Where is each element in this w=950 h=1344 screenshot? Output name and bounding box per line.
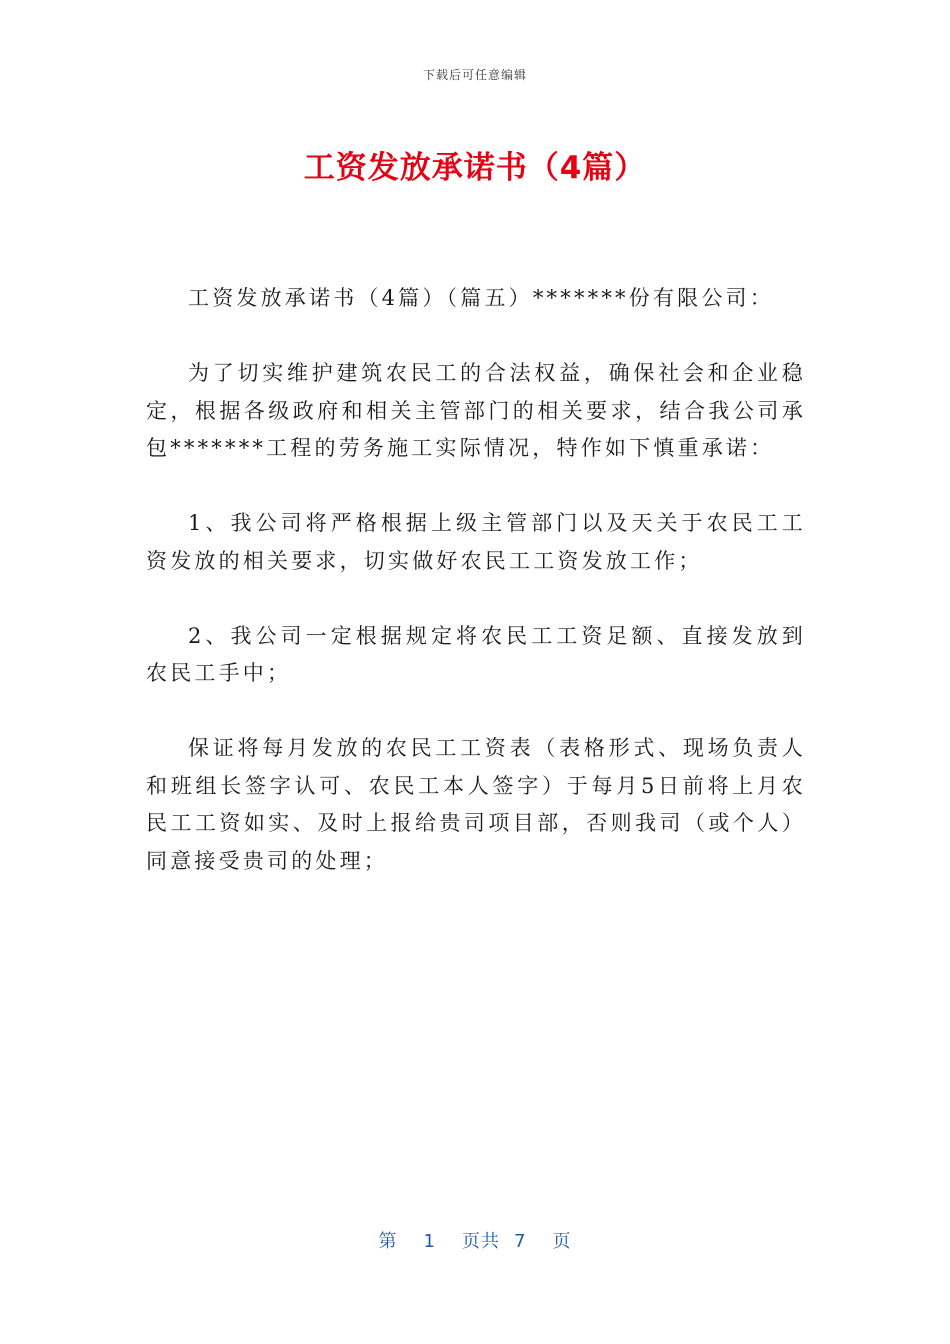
paragraph-salutation: 工资发放承诺书（4篇）（篇五）*******份有限公司： [188, 286, 774, 310]
paragraph-item-1: 1、我公司将严格根据上级主管部门以及天关于农民工工资发放的相关要求，切实做好农民工工资发放工作； [146, 511, 806, 573]
paragraph-guarantee: 保证将每月发放的农民工工资表（表格形式、现场负责人和班组长签字认可、农民工本人签字）于每月5日前将上月农民工工资如实、及时上报给贵司项目部，否则我司（或个人）同意接受贵司的处理； [146, 736, 806, 873]
document-title: 工资发放承诺书（4篇） [303, 150, 647, 186]
footer-total-pages: 7 [514, 1231, 527, 1252]
footer-page-prefix: 第 [378, 1231, 398, 1252]
page-footer [0, 1227, 950, 1253]
footer-page-suffix: 页 [552, 1231, 572, 1252]
paragraph-intro: 为了切实维护建筑农民工的合法权益，确保社会和企业稳定，根据各级政府和相关主管部门的相关要求，结合我公司承包*******工程的劳务施工实际情况，特作如下慎重承诺： [146, 361, 806, 460]
footer-page-number: 1 [423, 1231, 436, 1252]
footer-page-middle: 页共 [462, 1231, 500, 1252]
header-note: 下载后可任意编辑 [422, 68, 527, 82]
document-body [146, 280, 806, 918]
paragraph-item-2: 2、我公司一定根据规定将农民工工资足额、直接发放到农民工手中； [146, 623, 806, 685]
